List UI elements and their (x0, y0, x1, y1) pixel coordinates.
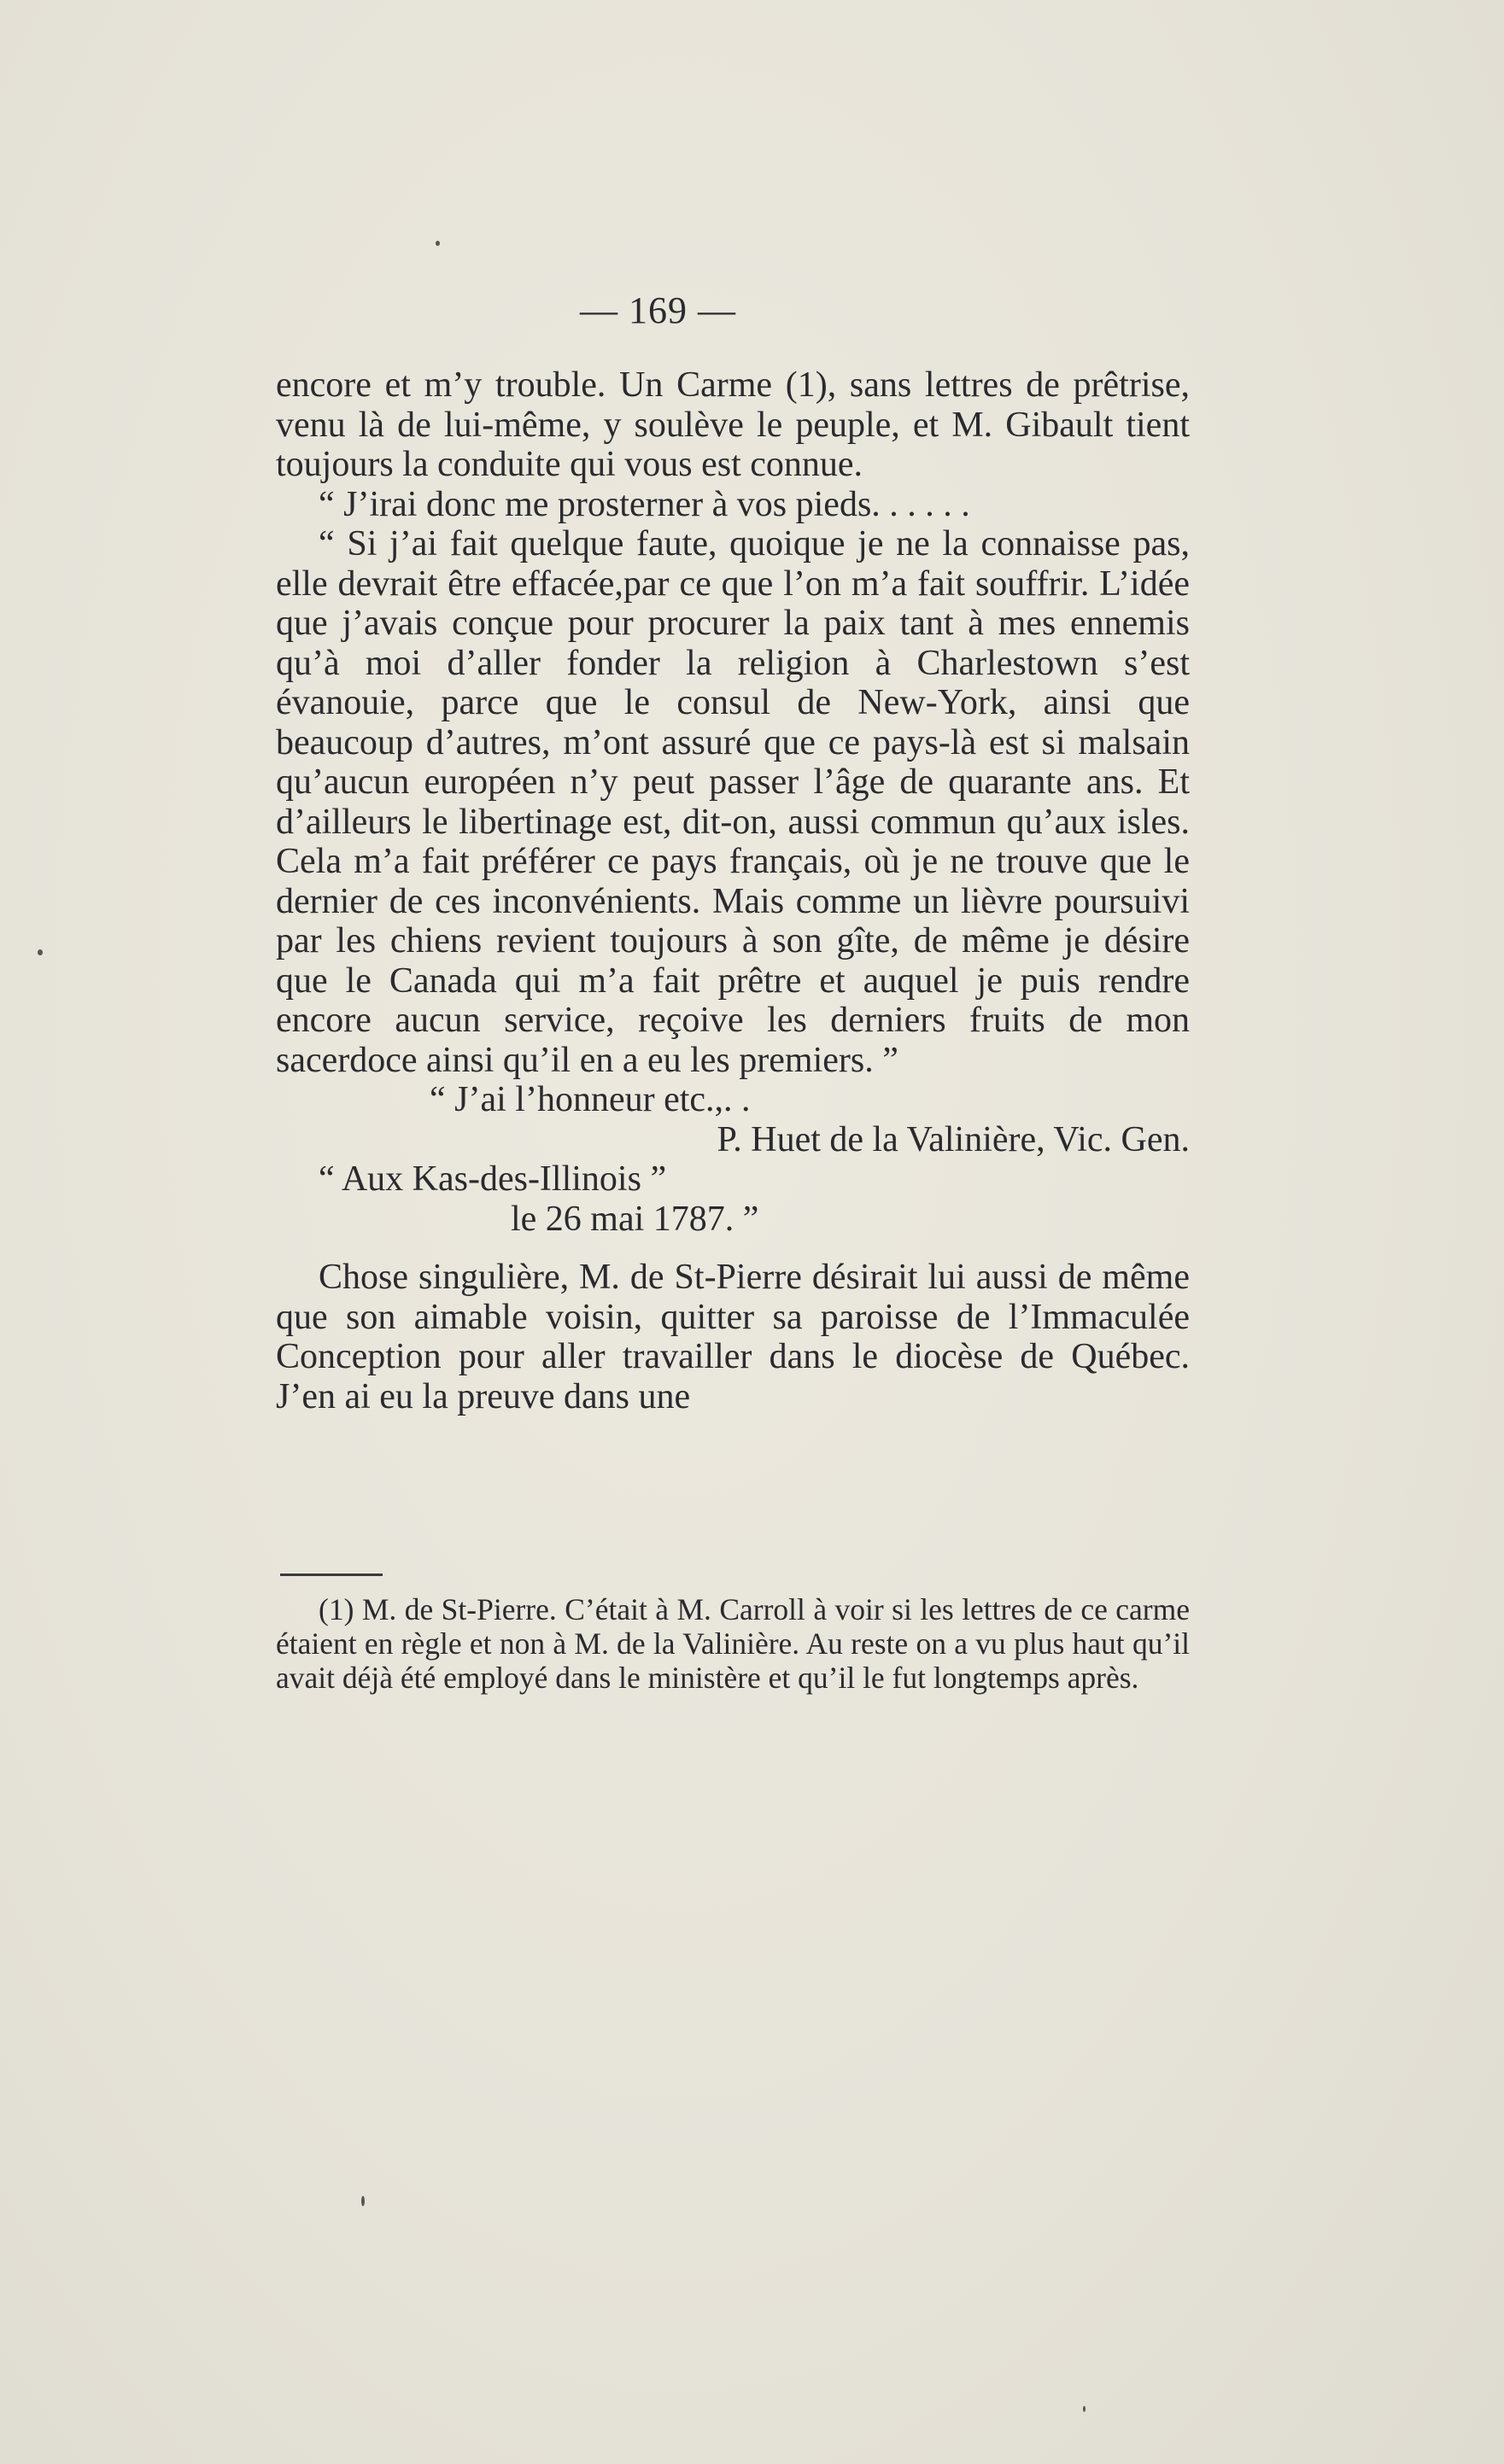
scan-speck (1083, 2406, 1086, 2412)
scan-speck (436, 241, 440, 246)
paragraph-continuation: encore et m’y trouble. Un Carme (1), sans lettres de prêtrise, venu là de lui-même, y soulève le peuple, et M. Gibault tient toujours la conduite qui vous est connue. (276, 365, 1190, 484)
footnote (276, 1592, 1190, 1695)
paragraph-chose-singuliere: Chose singulière, M. de St-Pierre désirait lui aussi de même que son aimable voisin, quitter sa paroisse de l’Immaculée Conception pour aller travailler dans le diocèse de Québec. J’en ai eu la preuve dans une (276, 1258, 1190, 1416)
date-line: le 26 mai 1787. ” (511, 1199, 759, 1239)
place-line: “ Aux Kas-des-Illinois ” (319, 1159, 667, 1199)
quote-line-prosterner: “ J’irai donc me prosterner à vos pieds. . . . . . (319, 484, 970, 524)
footnote-text: (1) M. de St-Pierre. C’était à M. Carroll à voir si les lettres de ce carme étaient en règle et non à M. de la Valinière. Au reste on a vu plus haut qu’il avait déjà été employé dans le ministère et qu’il le fut longtemps après. (276, 1592, 1190, 1695)
scan-speck (361, 2196, 365, 2206)
scan-speck (38, 949, 43, 955)
paragraph-gap (276, 1239, 1190, 1258)
page-number: — 169 — (580, 289, 736, 331)
body-text (276, 365, 1190, 1416)
quote-paragraph-faute: “ Si j’ai fait quelque faute, quoique je ne la connaisse pas, elle devrait être effacée,par ce que l’on m’a fait souffrir. L’idée que j’avais conçue pour procurer la paix tant à mes ennemis qu’à moi d’aller fonder la religion à Charlestown s’est évanouie, parce que le consul de New-York, ainsi que beaucoup d’autres, m’ont assuré que ce pays-là est si malsain qu’aucun européen n’y peut passer l’âge de quarante ans. Et d’ailleurs le libertinage est, dit-on, aussi commun qu’aux isles. Cela m’a fait préférer ce pays français, où je ne trouve que le dernier de ces inconvénients. Mais comme un lièvre poursuivi par les chiens revient toujours à son gîte, de même je désire que le Canada qui m’a fait prêtre et auquel je puis rendre encore aucun service, reçoive les derniers fruits de mon sacerdoce ainsi qu’il en a eu les premiers. ” (276, 524, 1190, 1080)
footnote-rule (280, 1574, 383, 1576)
quote-closing: “ J’ai l’honneur etc.,. . (430, 1080, 751, 1119)
signature-line: P. Huet de la Valinière, Vic. Gen. (717, 1119, 1190, 1159)
